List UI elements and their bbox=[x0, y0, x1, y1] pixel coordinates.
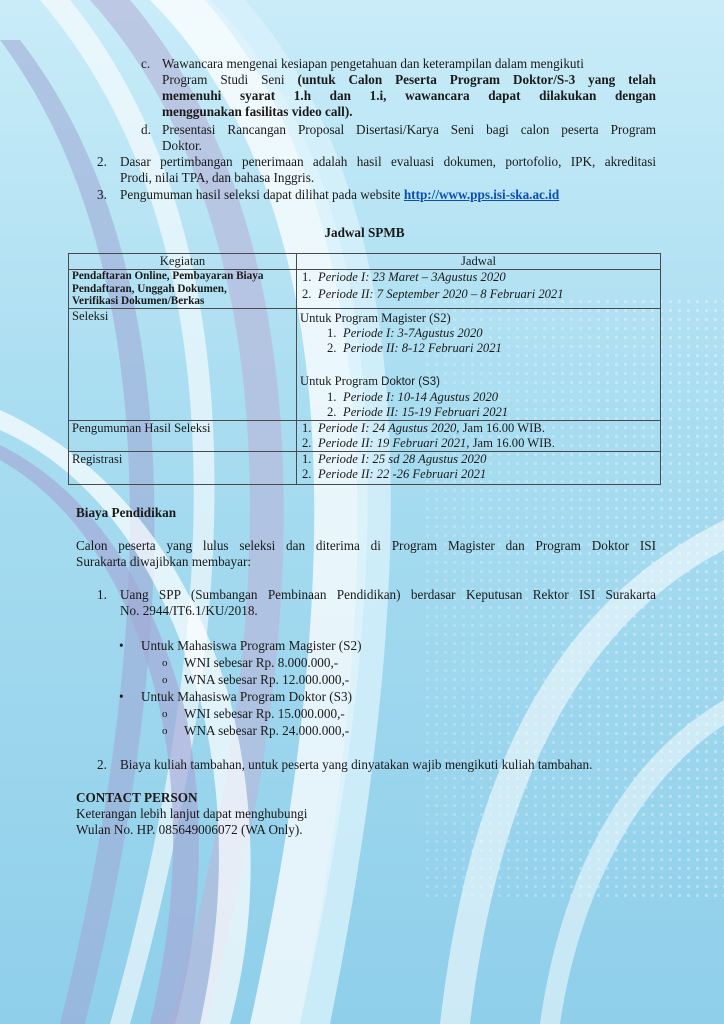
interview-line: memenuhi syarat 1.h dan 1.i, wawancara dapat dilakukan dengan bbox=[162, 88, 656, 103]
list-marker: 1. bbox=[97, 587, 107, 602]
schedule-cell: 1. Periode I: 24 Agustus 2020, Jam 16.00 WIB. 2. Periode II: 19 Februari 2021, Jam 16.00 WIB. bbox=[297, 420, 661, 451]
sub-bullet-icon: o bbox=[162, 725, 168, 737]
s2-fee-label: Untuk Mahasiswa Program Magister (S2) bbox=[141, 638, 362, 653]
interview-line: Program Studi Seni (untuk Calon Peserta Program Doktor/S-3 yang telah bbox=[162, 72, 656, 87]
table-row bbox=[69, 308, 661, 420]
table-row bbox=[69, 451, 661, 484]
fees-heading: Biaya Pendidikan bbox=[76, 505, 177, 520]
extra-course-fee: Biaya kuliah tambahan, untuk peserta yang dinyatakan wajib mengikuti kuliah tambahan. bbox=[120, 757, 593, 772]
s3-wna-fee: WNA sebesar Rp. 24.000.000,- bbox=[184, 723, 350, 738]
sub-bullet-icon: o bbox=[162, 708, 168, 720]
contact-line: Keterangan lebih lanjut dapat menghubungi bbox=[76, 806, 308, 821]
activity-cell: Pengumuman Hasil Seleksi bbox=[69, 420, 297, 451]
schedule-cell: 1. Periode I: 23 Maret – 3Agustus 2020 2. Periode II: 7 September 2020 – 8 Februari 2021 bbox=[297, 270, 661, 309]
list-marker: 2. bbox=[97, 154, 107, 169]
announcement-line: Pengumuman hasil seleksi dapat dilihat pada website http://www.pps.isi-ska.ac.id bbox=[120, 187, 560, 202]
activity-cell: Seleksi bbox=[69, 308, 297, 420]
activity-cell: Registrasi bbox=[69, 451, 297, 484]
sub-bullet-icon: o bbox=[162, 674, 168, 686]
list-marker: c. bbox=[141, 56, 151, 71]
interview-line: menggunakan fasilitas video call). bbox=[162, 104, 353, 119]
s2-wni-fee: WNI sebesar Rp. 8.000.000,- bbox=[184, 655, 339, 670]
website-link[interactable]: http://www.pps.isi-ska.ac.id bbox=[403, 187, 560, 202]
s3-wni-fee: WNI sebesar Rp. 15.000.000,- bbox=[184, 706, 345, 721]
list-marker: 2. bbox=[97, 757, 107, 772]
interview-line: Wawancara mengenai kesiapan pengetahuan dan keterampilan dalam mengikuti bbox=[162, 56, 584, 71]
activity-cell: Pendaftaran Online, Pembayaran Biaya Pendaftaran, Unggah Dokumen, Verifikasi Dokumen/Berkas bbox=[69, 270, 297, 309]
spp-line: No. 2944/IT6.1/KU/2018. bbox=[120, 603, 258, 618]
sub-bullet-icon: o bbox=[162, 657, 168, 669]
schedule-cell: 1. Periode I: 25 sd 28 Agustus 2020 2. Periode II: 22 -26 Februari 2021 bbox=[297, 451, 661, 484]
spp-line: Uang SPP (Sumbangan Pembinaan Pendidikan) berdasar Keputusan Rektor ISI Surakarta bbox=[120, 587, 656, 602]
table-row bbox=[69, 420, 661, 451]
presentation-line: Doktor. bbox=[162, 138, 202, 153]
list-marker: 3. bbox=[97, 187, 107, 202]
column-header: Jadwal bbox=[297, 254, 661, 270]
presentation-line: Presentasi Rancangan Proposal Disertasi/Karya Seni bagi calon peserta Program bbox=[162, 122, 656, 137]
schedule-title: Jadwal SPMB bbox=[324, 225, 405, 240]
contact-line: Wulan No. HP. 085649006072 (WA Only). bbox=[76, 822, 303, 837]
table-header-row bbox=[69, 254, 661, 270]
list-marker: d. bbox=[141, 122, 151, 137]
bullet-icon: • bbox=[119, 689, 124, 704]
schedule-table bbox=[68, 253, 661, 485]
column-header: Kegiatan bbox=[69, 254, 297, 270]
contact-heading: CONTACT PERSON bbox=[76, 790, 198, 805]
fees-intro-line: Calon peserta yang lulus seleksi dan diterima di Program Magister dan Program Doktor ISI bbox=[76, 538, 656, 553]
evaluation-basis-line: Prodi, nilai TPA, dan bahasa Inggris. bbox=[120, 170, 315, 185]
s2-wna-fee: WNA sebesar Rp. 12.000.000,- bbox=[184, 672, 350, 687]
bullet-icon: • bbox=[119, 638, 124, 653]
table-row bbox=[69, 270, 661, 309]
fees-intro-line: Surakarta diwajibkan membayar: bbox=[76, 554, 252, 569]
evaluation-basis-line: Dasar pertimbangan penerimaan adalah hasil evaluasi dokumen, portofolio, IPK, akreditasi bbox=[120, 154, 656, 169]
schedule-cell: Untuk Program Magister (S2) 1. Periode I: 3-7Agustus 2020 2. Periode II: 8-12 Februari 2021 Untuk Program Doktor (S3) 1. Periode I: 10-14 Agustus 2020 2. Periode II: 15-19 Februari 2021 bbox=[297, 308, 661, 420]
s3-fee-label: Untuk Mahasiswa Program Doktor (S3) bbox=[141, 689, 352, 704]
